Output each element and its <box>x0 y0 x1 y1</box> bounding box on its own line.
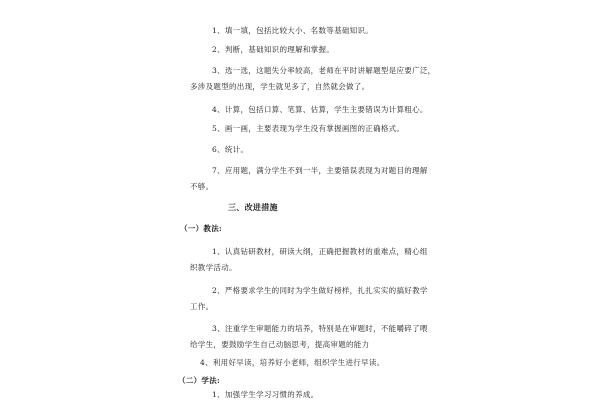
teaching-line-6: 给学生，要鼓励学生自己动脑思考，提高审题的能力 <box>190 340 370 349</box>
teaching-line-2: 织教学活动。 <box>190 263 237 272</box>
teaching-line-3: 2、严格要求学生的同时为学生做好榜样，扎扎实实的搞好教学 <box>212 286 428 295</box>
learning-title: （二）学法: <box>178 376 221 385</box>
teaching-title: （一）教法: <box>180 224 223 233</box>
item-4: 4、计算，包括口算、笔算、估算，学生主要错误为计算粗心。 <box>212 105 428 114</box>
item-7-line-1: 7、应用题，满分学生不到一半，主要错误表现为对题目的理解 <box>212 166 428 175</box>
item-7-line-2: 不够。 <box>190 182 214 191</box>
item-6: 6、统计。 <box>212 145 249 154</box>
item-2: 2、判断，基础知识的理解和掌握。 <box>212 45 335 54</box>
teaching-line-5: 3、注重学生审题能力的培养，特别是在审题时，不能嚼碎了喂 <box>212 324 428 333</box>
item-3-line-2: 多涉及题型的出现，学生就见多了，自然就会做了。 <box>190 82 370 91</box>
item-3-line-1: 3、选一选，这题失分率较高，老师在平时讲解题型是应要广泛， <box>212 66 436 75</box>
teaching-line-7: 4、利用好早读，培养好小老师，组织学生进行早读。 <box>200 358 385 367</box>
section-title: 三、改进措施 <box>228 202 278 212</box>
item-5: 5、画一画，主要表现为学生没有掌握画图的正确格式。 <box>212 124 405 133</box>
item-1: 1、填一填，包括比较大小、名数等基础知识。 <box>212 26 374 35</box>
teaching-line-1: 1、认真钻研教材，研读大纲，正确把握教材的重难点，精心组 <box>212 247 428 256</box>
teaching-line-4: 工作。 <box>190 302 214 311</box>
learning-line-1: 1、加强学生学习习惯的养成。 <box>212 390 319 399</box>
